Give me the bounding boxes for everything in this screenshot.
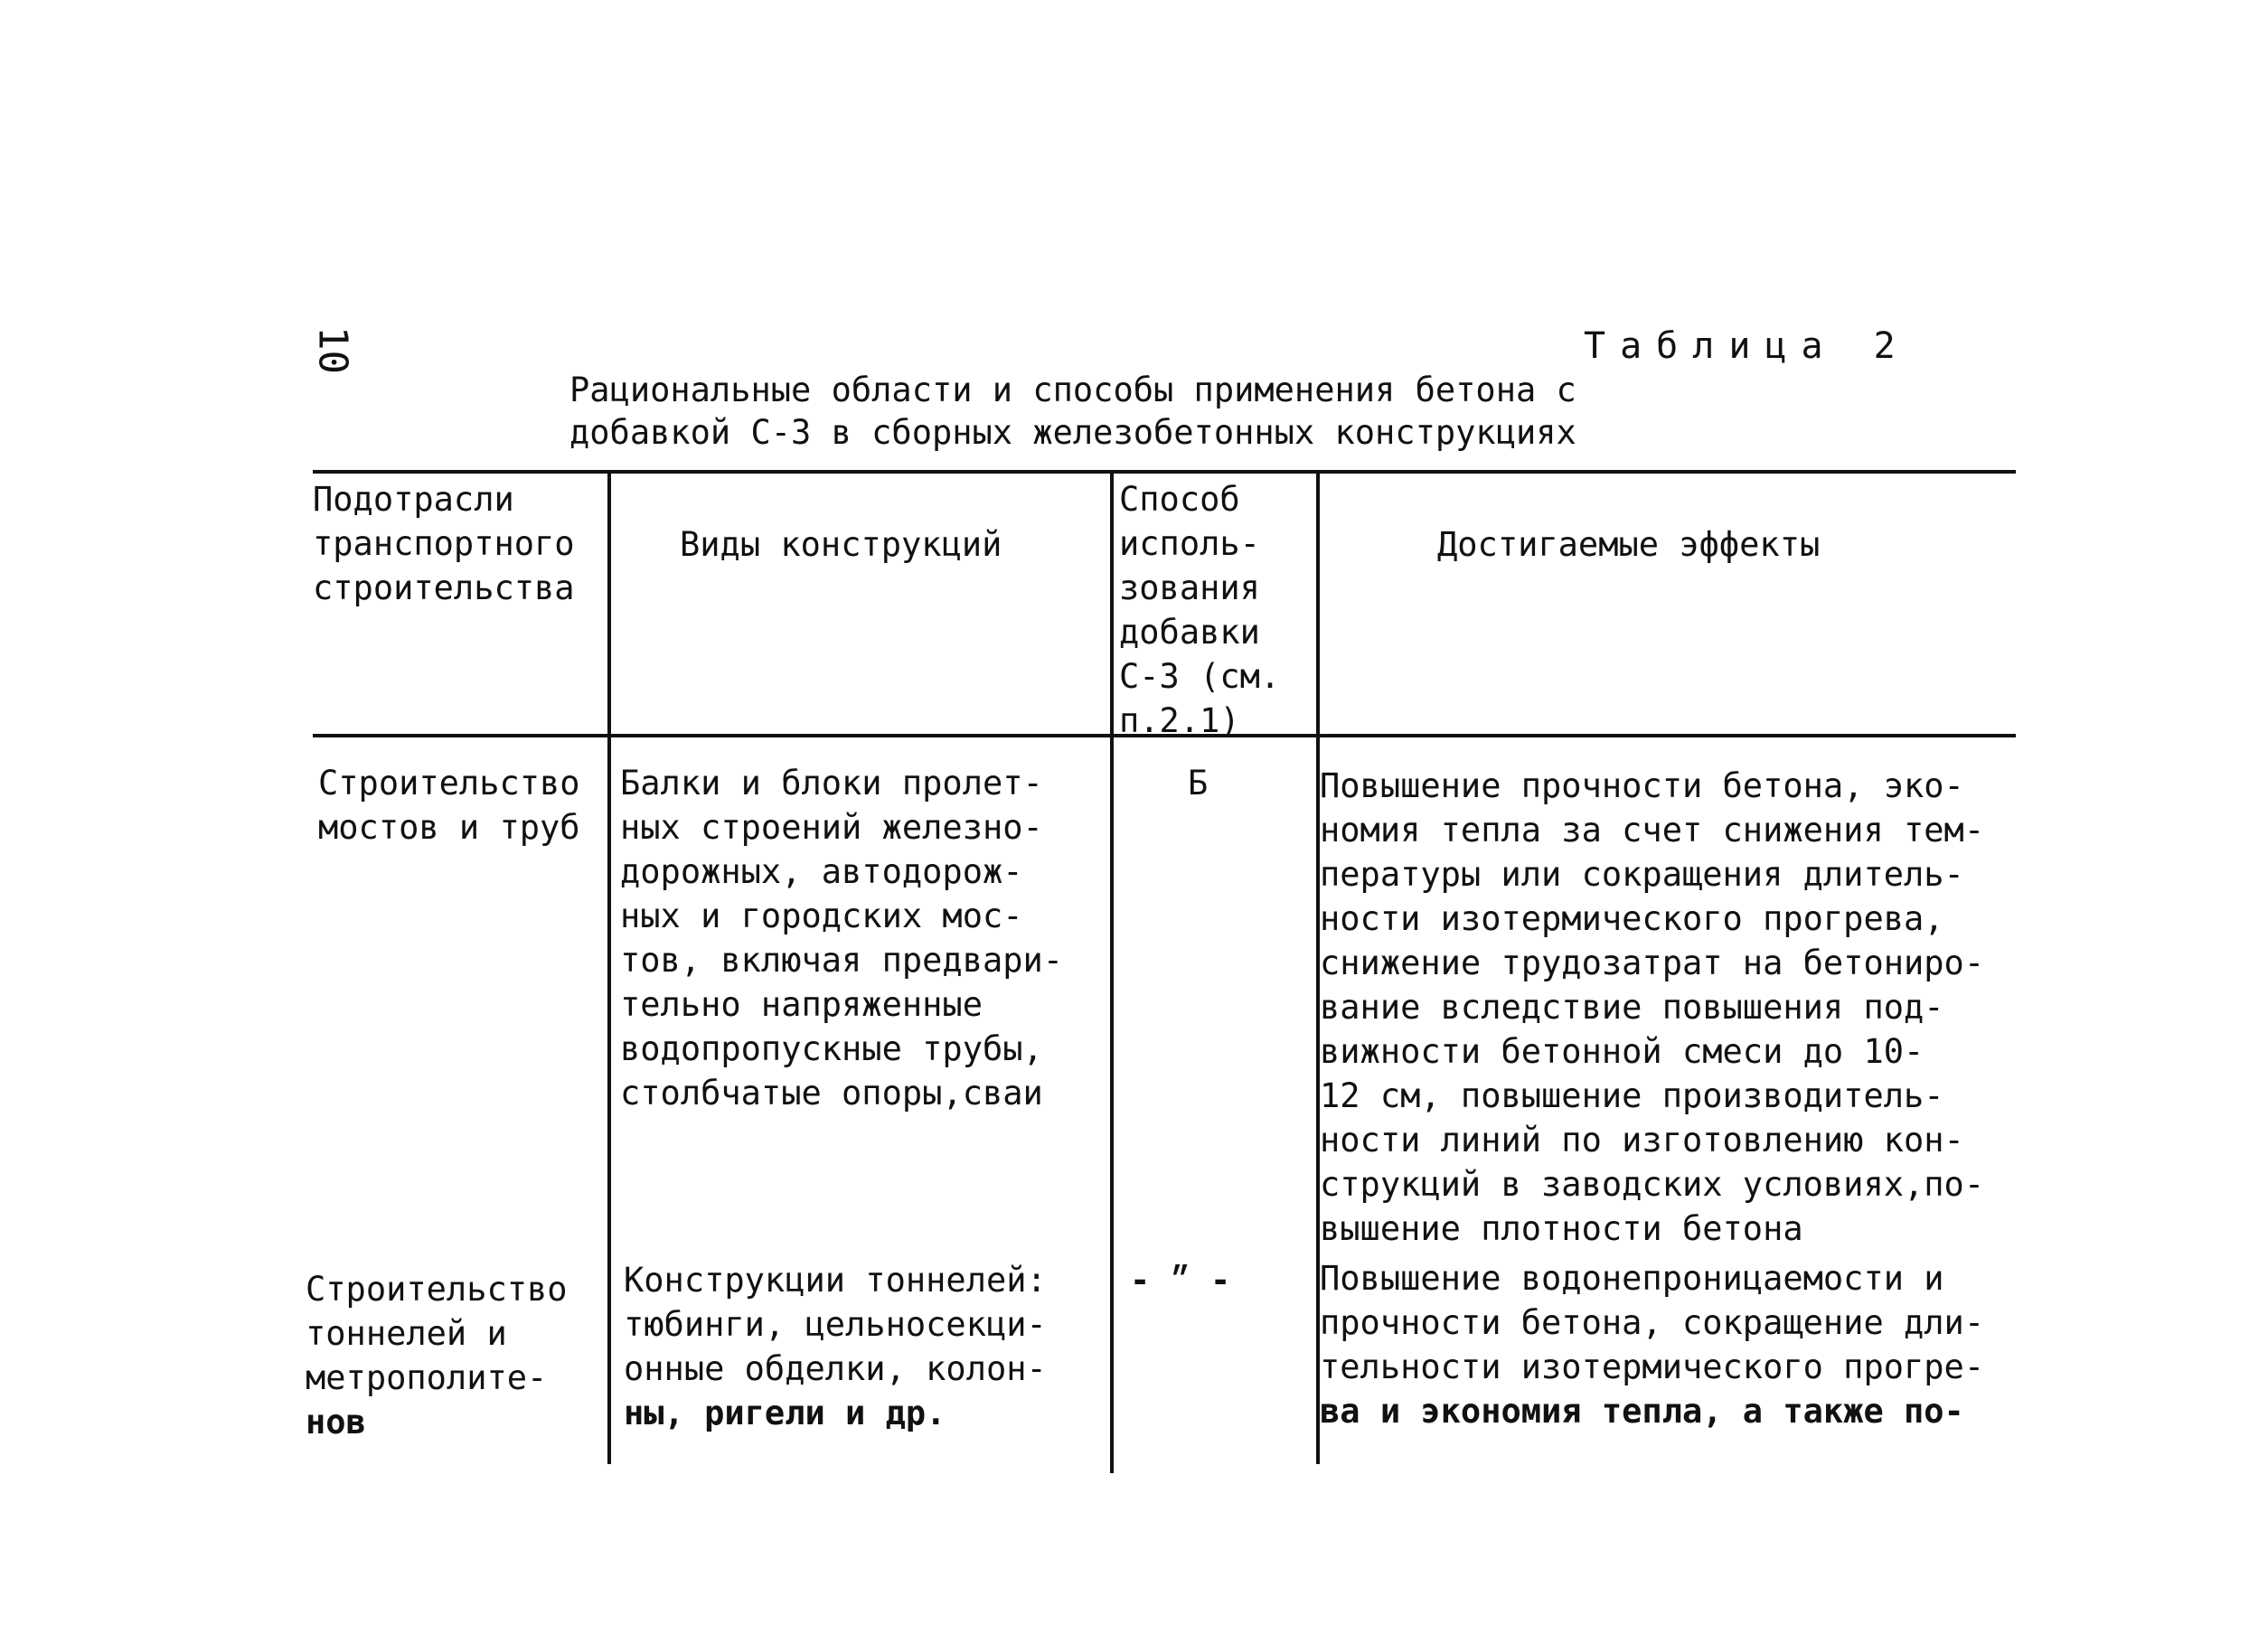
cell-line: Повышение прочности бетона, эко- [1320, 766, 1964, 805]
cell-line: ности изотермического прогрева, [1320, 899, 1944, 938]
row1-structure-types [620, 761, 1063, 1115]
cell-line: тельно напряженные [620, 985, 983, 1024]
header-line: Способ [1119, 480, 1240, 519]
row1-effects [1320, 764, 1984, 1251]
table-top-rule [313, 470, 2016, 474]
header-line: п.2.1) [1119, 701, 1240, 740]
header-line: Подотрасли [313, 480, 514, 519]
cell-line: пературы или сокращения длитель- [1320, 855, 1964, 894]
cell-line: снижение трудозатрат на бетониро- [1320, 944, 1985, 982]
cell-line: тюбинги, цельносекци- [624, 1305, 1047, 1344]
header-line: исполь- [1119, 524, 1260, 563]
cell-line: водопропускные трубы, [620, 1029, 1043, 1068]
cell-line: Б [1188, 764, 1209, 803]
header-line: Достигаемые эффекты [1437, 525, 1821, 564]
cell-line: тов, включая предвари- [620, 941, 1064, 980]
row2-subsector [306, 1267, 568, 1444]
header-effects [1437, 522, 1820, 567]
header-line: зования [1119, 568, 1260, 607]
header-line: транспортного [313, 524, 575, 563]
row2-method [1130, 1258, 1230, 1302]
cell-line: Строительство [306, 1270, 568, 1309]
cell-line: ности линий по изготовлению кон- [1320, 1121, 1964, 1160]
cell-line: столбчатые опоры,сваи [620, 1074, 1043, 1113]
cell-line: ва и экономия тепла, а также по- [1320, 1392, 1964, 1431]
cell-line: вышение плотности бетона [1320, 1209, 1803, 1248]
cell-line: вание вследствие повышения под- [1320, 988, 1944, 1027]
table-title-line: Рациональные области и способы применения бетона с [569, 371, 1576, 409]
table-title-line: добавкой С-3 в сборных железобетонных конструкциях [569, 413, 1576, 452]
column-divider-2 [1110, 472, 1114, 1473]
header-structure-types [680, 522, 1002, 567]
page-number: 10 [309, 326, 356, 374]
cell-line: метрополите- [306, 1358, 548, 1397]
header-method [1119, 477, 1280, 743]
cell-line: Балки и блоки пролет- [620, 764, 1043, 803]
cell-line: мостов и труб [318, 808, 580, 847]
cell-line: - ״ - [1130, 1261, 1231, 1300]
header-line: Виды конструкций [680, 525, 1002, 564]
cell-line: Конструкции тоннелей: [624, 1261, 1047, 1300]
row1-method [1188, 761, 1208, 805]
cell-line: 12 см, повышение производитель- [1320, 1076, 1944, 1115]
cell-line: Повышение водонепроницаемости и [1320, 1259, 1944, 1298]
header-line: С-3 (см. [1119, 657, 1281, 696]
cell-line: нов [306, 1403, 366, 1441]
header-line: строительства [313, 568, 575, 607]
cell-line: ны, ригели и др. [624, 1394, 946, 1432]
cell-line: вижности бетонной смеси до 10- [1320, 1032, 1925, 1071]
cell-line: тоннелей и [306, 1314, 507, 1353]
cell-line: ных и городских мос- [620, 897, 1023, 935]
cell-line: прочности бетона, сокращение дли- [1320, 1303, 1985, 1342]
table-label: Таблица 2 [1584, 325, 1910, 367]
header-subsector [313, 477, 575, 610]
header-line: добавки [1119, 613, 1260, 652]
cell-line: дорожных, автодорож- [620, 852, 1023, 891]
cell-line: струкций в заводских условиях,по- [1320, 1165, 1985, 1204]
cell-line: Строительство [318, 764, 580, 803]
row1-subsector [318, 761, 580, 850]
column-divider-1 [607, 472, 611, 1464]
row2-effects [1320, 1256, 1984, 1433]
cell-line: номия тепла за счет снижения тем- [1320, 811, 1985, 850]
row2-structure-types [624, 1258, 1047, 1435]
table-title [569, 369, 1576, 454]
cell-line: ных строений железно- [620, 808, 1043, 847]
cell-line: тельности изотермического прогре- [1320, 1348, 1985, 1386]
cell-line: онные обделки, колон- [624, 1349, 1047, 1388]
